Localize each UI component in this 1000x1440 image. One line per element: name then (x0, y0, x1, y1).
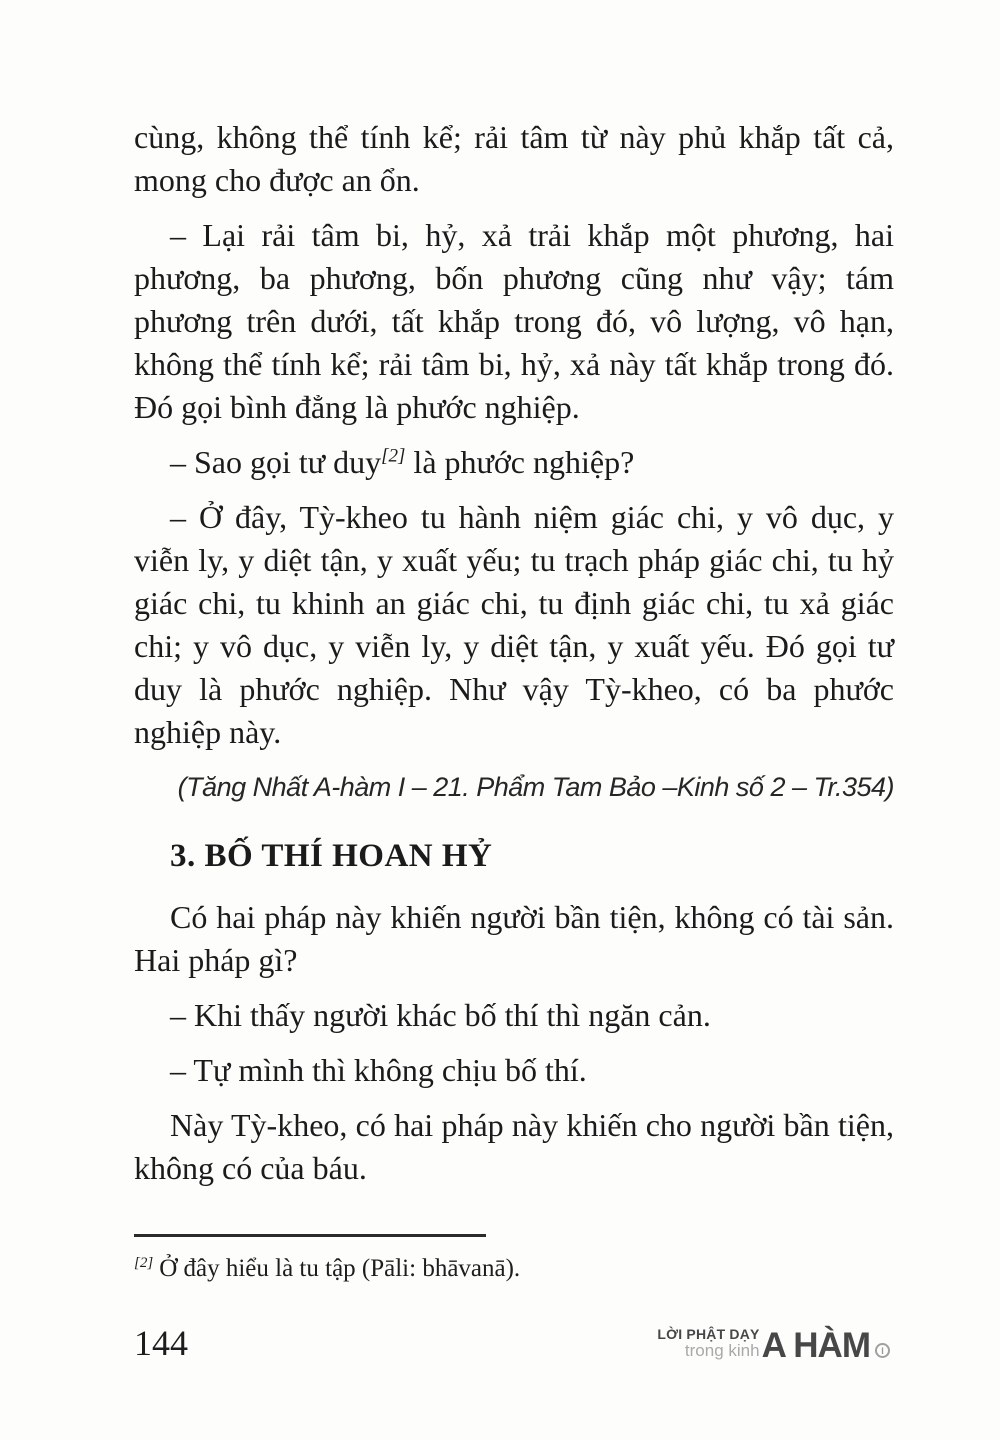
footnote-marker: [2] (134, 1254, 154, 1271)
logo-text-stack (657, 1326, 759, 1362)
paragraph-continuation: cùng, không thể tính kể; rải tâm từ này phủ khắp tất cả, mong cho được an ổn. (134, 119, 894, 198)
paragraph-refuse-giving: – Tự mình thì không chịu bố thí. (170, 1052, 587, 1088)
volume-badge-icon: I (875, 1343, 890, 1358)
logo-subtitle: trong kinh (684, 1341, 760, 1360)
footnote-content: Ở đây hiểu là tu tập (Pāli: bhāvanā). (159, 1255, 521, 1282)
page-number: 144 (134, 1323, 188, 1363)
body-text-block (134, 116, 894, 1202)
footnote-marker-inline: [2] (381, 445, 406, 467)
paragraph-tu-duy: – Ở đây, Tỳ-kheo tu hành niệm giác chi, y vô dục, y viễn ly, y diệt tận, y xuất yếu; tu trạch pháp giác chi, tu hỷ giác chi, tu khinh an giác chi, tu định giác chi, tu xả giác chi; y vô dục, y viễn ly, y diệt tận, y xuất yếu. Đó gọi tư duy là phước nghiệp. Như vậy Tỳ-kheo, có ba phước nghiệp này. (134, 499, 894, 750)
footnote-text (134, 1253, 894, 1285)
section-heading: 3. BỐ THÍ HOAN HỶ (170, 838, 493, 874)
question-text-after: là phước nghiệp? (405, 444, 635, 480)
logo-title: LỜI PHẬT DẠY (657, 1326, 760, 1342)
publisher-logo (657, 1326, 890, 1365)
footnote-separator-rule (134, 1234, 486, 1237)
paragraph-obstruct-giving: – Khi thấy người khác bố thí thì ngăn cản. (170, 997, 711, 1033)
sutra-citation: (Tăng Nhất A-hàm I – 21. Phẩm Tam Bảo –Kinh số 2 – Tr.354) (177, 772, 894, 802)
logo-brand: A HÀM (761, 1326, 870, 1365)
footnote-block (134, 1234, 894, 1285)
paragraph-two-dharmas: Có hai pháp này khiến người bần tiện, không có tài sản. Hai pháp gì? (134, 899, 894, 978)
paragraph-bi-hy-xa: – Lại rải tâm bi, hỷ, xả trải khắp một phương, hai phương, ba phương, bốn phương cũng như vậy; tám phương trên dưới, tất khắp trong đó, vô lượng, vô hạn, không thể tính kể; rải tâm bi, hỷ, xả này tất khắp trong đó. Đó gọi bình đẳng là phước nghiệp. (134, 217, 894, 425)
paragraph-conclusion: Này Tỳ-kheo, có hai pháp này khiến cho người bần tiện, không có của báu. (134, 1107, 894, 1186)
question-text-before: – Sao gọi tư duy (170, 444, 382, 480)
paragraph-question (134, 441, 894, 484)
